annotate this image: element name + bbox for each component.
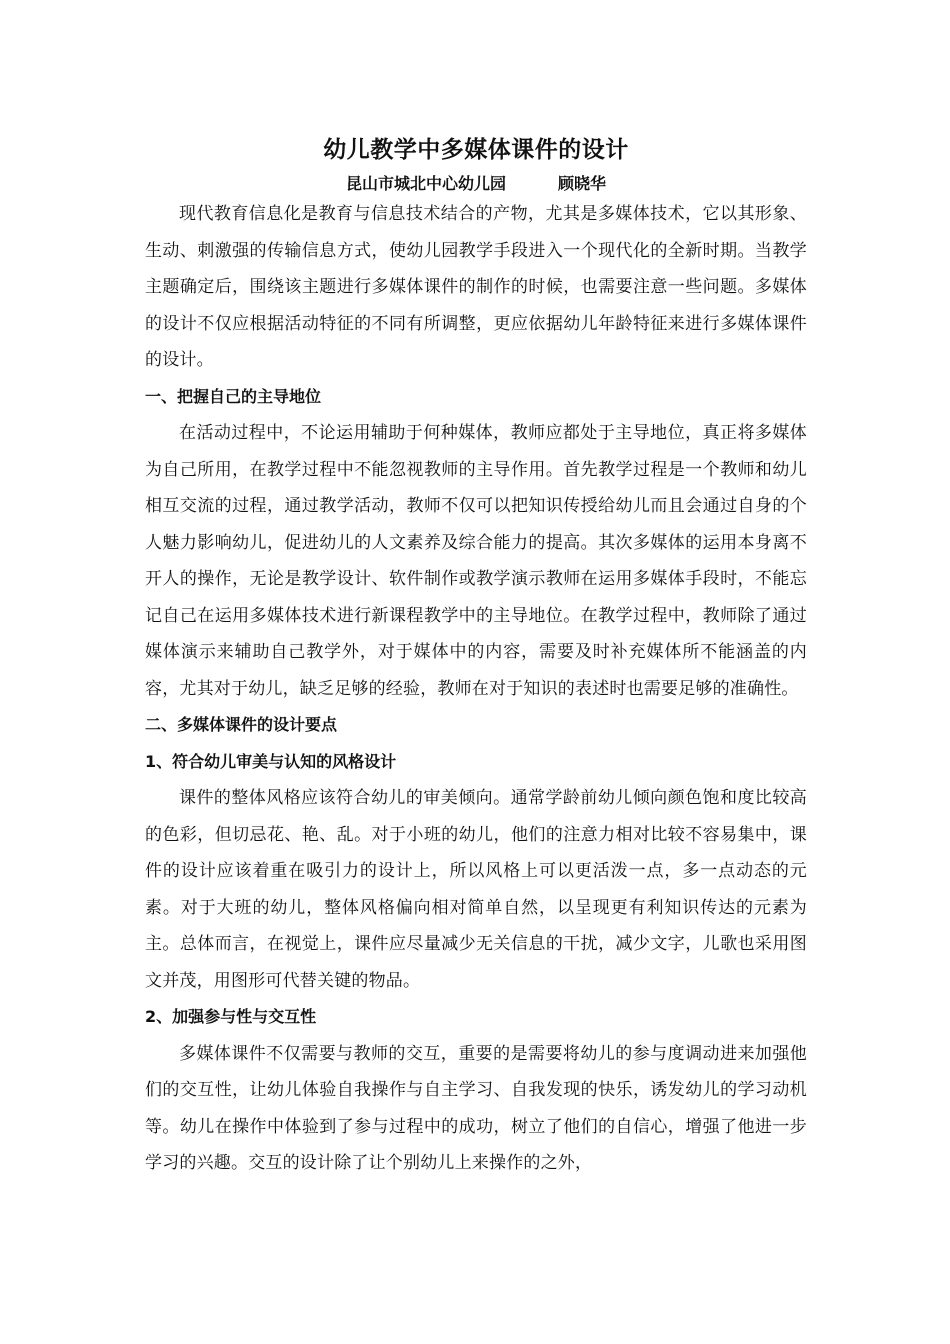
section-1-heading: 一、把握自己的主导地位	[145, 386, 322, 406]
author-organization: 昆山市城北中心幼儿园	[345, 174, 506, 193]
subsection-2-heading: 2、加强参与性与交互性	[145, 1007, 317, 1026]
author-name: 顾晓华	[558, 174, 607, 193]
author-byline	[145, 172, 807, 196]
section-2-heading: 二、多媒体课件的设计要点	[145, 715, 338, 734]
document-page	[145, 132, 807, 1182]
document-title: 幼儿教学中多媒体课件的设计	[323, 137, 629, 163]
subsection-1-paragraph: 课件的整体风格应该符合幼儿的审美倾向。通常学龄前幼儿倾向颜色饱和度比较高的色彩，但切忌花、艳、乱。对于小班的幼儿，他们的注意力相对比较不容易集中，课件的设计应该着重在吸引力的设计上，所以风格上可以更活泼一点，多一点动态的元素。对于大班的幼儿，整体风格偏向相对简单自然，以呈现更有利知识传达的元素为主。总体而言，在视觉上，课件应尽量减少无关信息的干扰，减少文字，儿歌也采用图文并茂，用图形可代替关键的物品。	[145, 788, 807, 991]
subsection-2-paragraph: 多媒体课件不仅需要与教师的交互，重要的是需要将幼儿的参与度调动进来加强他们的交互性，让幼儿体验自我操作与自主学习、自我发现的快乐，诱发幼儿的学习动机等。幼儿在操作中体验到了参与过程中的成功，树立了他们的自信心，增强了他进一步学习的兴趣。交互的设计除了让个别幼儿上来操作的之外，	[145, 1043, 807, 1173]
subsection-1-heading: 1、符合幼儿审美与认知的风格设计	[145, 751, 397, 771]
intro-paragraph: 现代教育信息化是教育与信息技术结合的产物，尤其是多媒体技术，它以其形象、生动、刺激强的传输信息方式，使幼儿园教学手段进入一个现代化的全新时期。当教学主题确定后，围绕该主题进行多媒体课件的制作的时候，也需要注意一些问题。多媒体的设计不仅应根据活动特征的不同有所调整，更应依据幼儿年龄特征来进行多媒体课件的设计。	[145, 204, 807, 370]
section-1-paragraph: 在活动过程中，不论运用辅助于何种媒体，教师应都处于主导地位，真正将多媒体为自己所用，在教学过程中不能忽视教师的主导作用。首先教学过程是一个教师和幼儿相互交流的过程，通过教学活动，教师不仅可以把知识传授给幼儿而且会通过自身的个人魅力影响幼儿，促进幼儿的人文素养及综合能力的提高。其次多媒体的运用本身离不开人的操作，无论是教学设计、软件制作或教学演示教师在运用多媒体手段时，不能忘记自己在运用多媒体技术进行新课程教学中的主导地位。在教学过程中，教师除了通过媒体演示来辅助自己教学外，对于媒体中的内容，需要及时补充媒体所不能涵盖的内容，尤其对于幼儿，缺乏足够的经验，教师在对于知识的表述时也需要足够的准确性。	[145, 423, 807, 699]
